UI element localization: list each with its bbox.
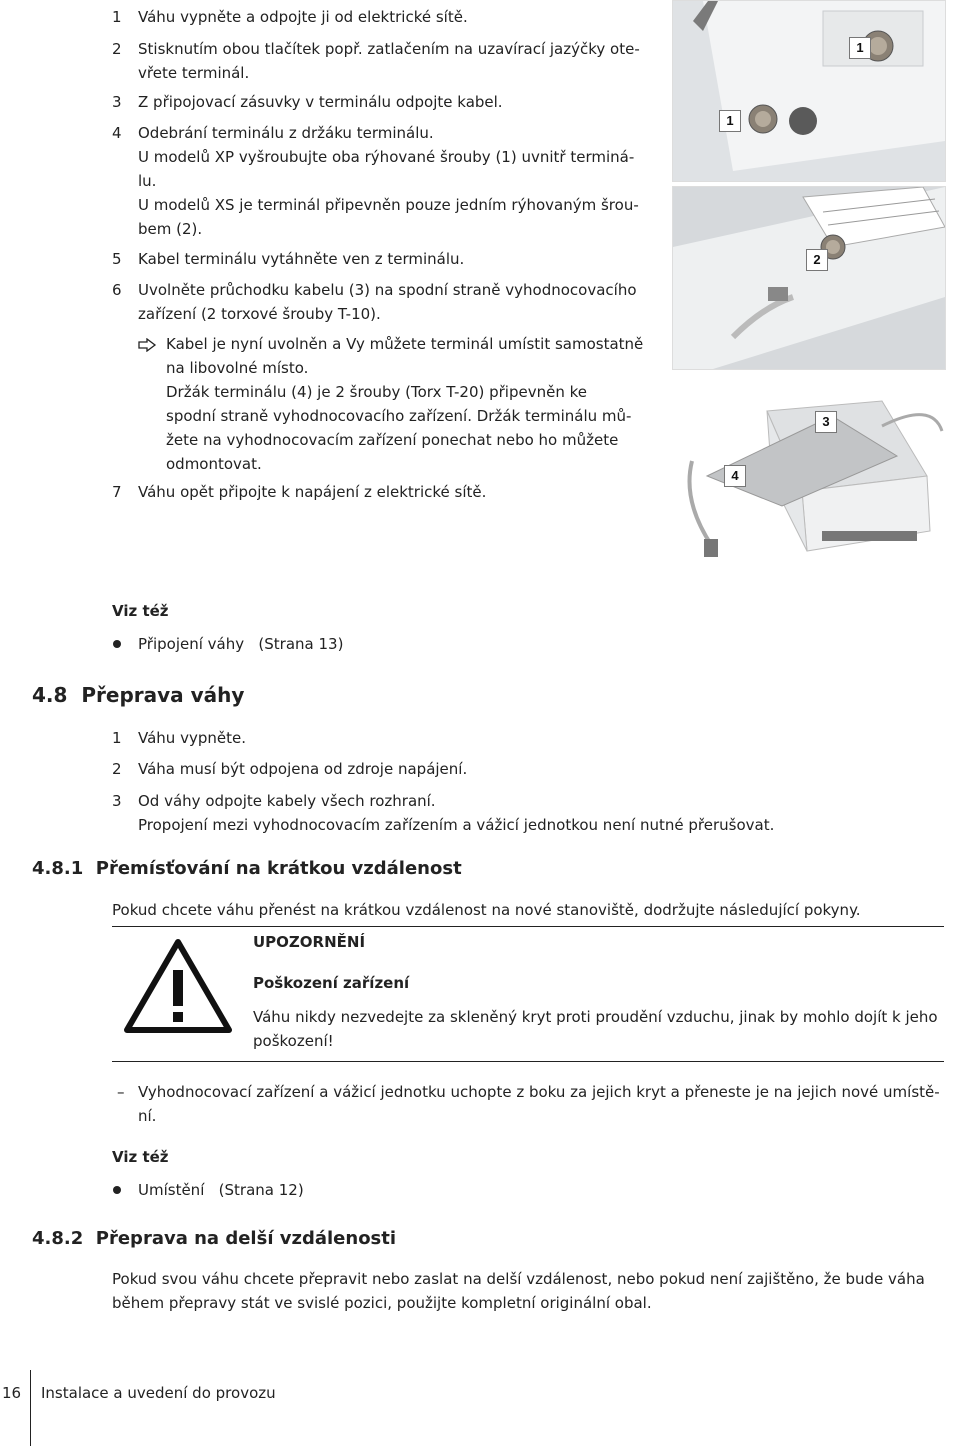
- see-also-link[interactable]: Umístění (Strana 12): [138, 1181, 304, 1199]
- step-text: Kabel terminálu vytáhněte ven z terminálu.: [138, 250, 465, 268]
- step-text: Propojení mezi vyhodnocovacím zařízením a vážicí jednotkou není nutné přerušovat.: [138, 816, 775, 834]
- result-text: Držák terminálu (4) je 2 šrouby (Torx T-20) připevněn ke: [166, 383, 587, 401]
- step-number: 5: [112, 250, 122, 268]
- warning-top-rule: [112, 926, 944, 927]
- subsection-heading: 4.8.2 Přeprava na delší vzdálenosti: [32, 1228, 397, 1249]
- paragraph-text: během přepravy stát ve svislé pozici, použijte kompletní originální obal.: [112, 1294, 652, 1312]
- warning-triangle-icon: [123, 938, 233, 1034]
- step-text: Z připojovací zásuvky v terminálu odpojte kabel.: [138, 93, 503, 111]
- step-number: 2: [112, 40, 122, 58]
- step-text: Odebrání terminálu z držáku terminálu.: [138, 124, 434, 142]
- photo-callout-1: 1: [719, 110, 741, 132]
- step-text: Od váhy odpojte kabely všech rozhraní.: [138, 792, 436, 810]
- footer-title: Instalace a uvedení do provozu: [41, 1384, 276, 1402]
- step-number: 4: [112, 124, 122, 142]
- step-number: 7: [112, 483, 122, 501]
- terminal-base-illustration: [673, 187, 945, 369]
- dash-item-text: ní.: [138, 1107, 157, 1125]
- footer-divider: [30, 1370, 31, 1446]
- result-text: na libovolné místo.: [166, 359, 309, 377]
- warning-title: Poškození zařízení: [253, 974, 410, 992]
- bullet-icon: [113, 640, 121, 648]
- step-text: Váha musí být odpojena od zdroje napájení.: [138, 760, 468, 778]
- step-number: 3: [112, 792, 122, 810]
- step-text: Uvolněte průchodku kabelu (3) na spodní straně vyhodnocovacího: [138, 281, 637, 299]
- result-text: Kabel je nyní uvolněn a Vy můžete terminál umístit samostatně: [166, 335, 644, 353]
- warning-bottom-rule: [112, 1061, 944, 1062]
- result-text: žete na vyhodnocovacím zařízení ponechat nebo ho můžete: [166, 431, 619, 449]
- step-text: vřete terminál.: [138, 64, 250, 82]
- step-text: lu.: [138, 172, 157, 190]
- step-text: U modelů XP vyšroubujte oba rýhované šrouby (1) uvnitř terminá-: [138, 148, 635, 166]
- step-text: zařízení (2 torxové šrouby T-10).: [138, 305, 381, 323]
- photo-callout-3: 3: [815, 411, 837, 433]
- warning-label: UPOZORNĚNÍ: [253, 933, 366, 951]
- warning-text: Váhu nikdy nezvedejte za skleněný kryt proti proudění vzduchu, jinak by mohlo dojít k jeho: [253, 1008, 938, 1026]
- paragraph-text: Pokud svou váhu chcete přepravit nebo zaslat na delší vzdálenost, nebo pokud není zajištěno, že bude váha: [112, 1270, 925, 1288]
- step-text: bem (2).: [138, 220, 203, 238]
- step-text: U modelů XS je terminál připevněn pouze jedním rýhovaným šrou-: [138, 196, 639, 214]
- intro-text: Pokud chcete váhu přenést na krátkou vzdálenost na nové stanoviště, dodržujte následující pokyny.: [112, 901, 861, 919]
- step-text: Váhu vypněte.: [138, 729, 246, 747]
- result-text: odmontovat.: [166, 455, 262, 473]
- result-text: spodní straně vyhodnocovacího zařízení. Držák terminálu mů-: [166, 407, 632, 425]
- result-arrow-icon: [138, 338, 158, 352]
- dash-bullet: –: [117, 1083, 125, 1101]
- evaluation-unit-illustration: [672, 381, 944, 566]
- see-also-heading: Viz též: [112, 1148, 169, 1166]
- photo-callout-2: 2: [806, 249, 828, 271]
- step-text: Váhu vypněte a odpojte ji od elektrické sítě.: [138, 8, 468, 26]
- terminal-housing-illustration: [673, 1, 945, 181]
- photo-callout-4: 4: [724, 465, 746, 487]
- step-number: 2: [112, 760, 122, 778]
- photo-terminal-screws: [672, 0, 946, 182]
- bullet-icon: [113, 1186, 121, 1194]
- step-text: Stisknutím obou tlačítek popř. zatlačením na uzavírací jazýčky ote-: [138, 40, 640, 58]
- step-number: 1: [112, 729, 122, 747]
- step-number: 1: [112, 8, 122, 26]
- see-also-heading: Viz též: [112, 602, 169, 620]
- page-number: 16: [2, 1384, 22, 1402]
- photo-callout-1: 1: [849, 37, 871, 59]
- step-number: 6: [112, 281, 122, 299]
- photo-terminal-base: [672, 186, 946, 370]
- step-number: 3: [112, 93, 122, 111]
- warning-text: poškození!: [253, 1032, 334, 1050]
- photo-evaluation-unit: [672, 381, 944, 566]
- step-text: Váhu opět připojte k napájení z elektrické sítě.: [138, 483, 487, 501]
- subsection-heading: 4.8.1 Přemísťování na krátkou vzdálenost: [32, 858, 462, 879]
- dash-item-text: Vyhodnocovací zařízení a vážicí jednotku uchopte z boku za jejich kryt a přeneste je na jejich nové umístě-: [138, 1083, 940, 1101]
- section-heading: 4.8 Přeprava váhy: [32, 683, 245, 707]
- see-also-link[interactable]: Připojení váhy (Strana 13): [138, 635, 344, 653]
